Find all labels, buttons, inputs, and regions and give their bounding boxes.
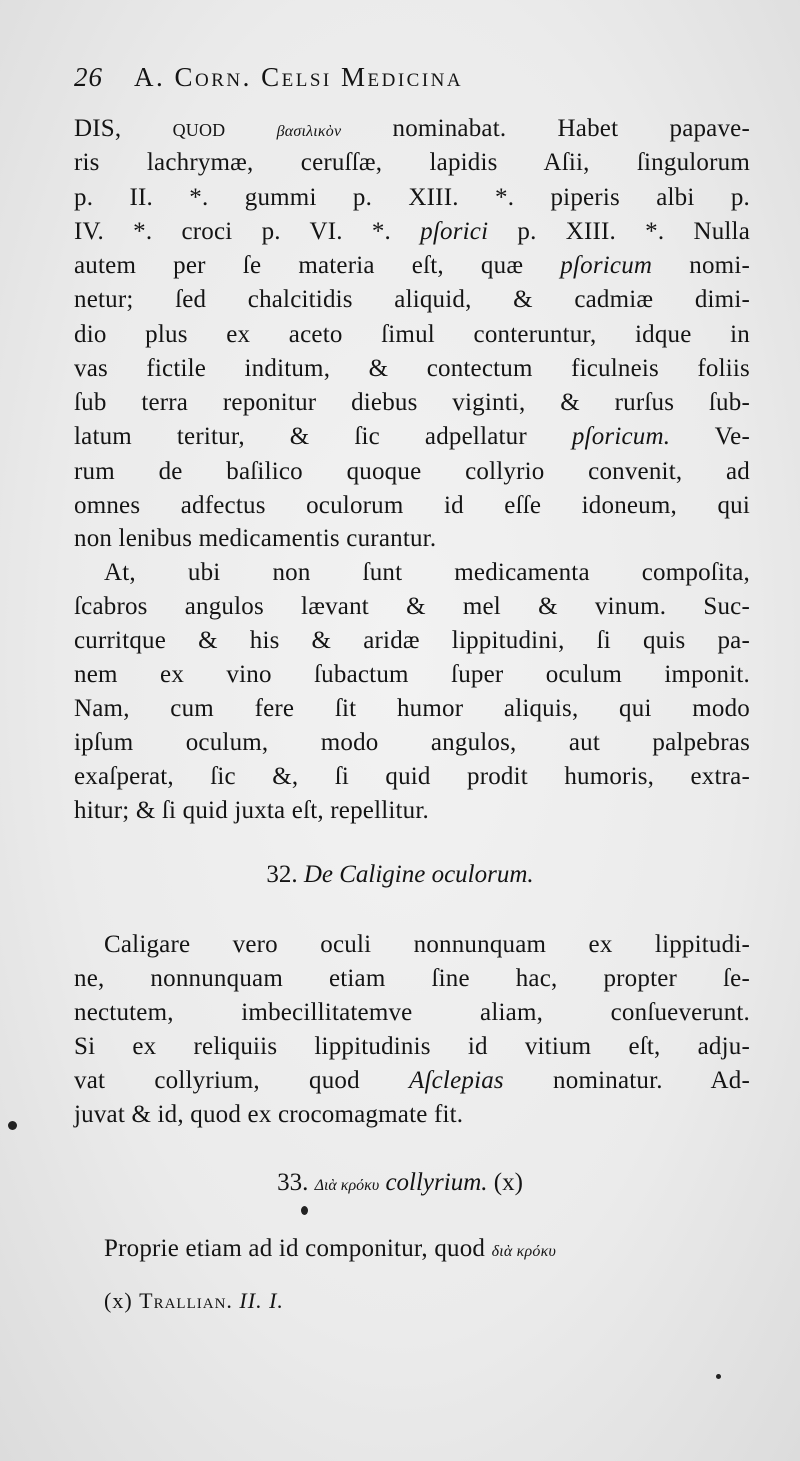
- footnote-author: Trallian.: [139, 1288, 233, 1313]
- text-line: ipſum oculum, modo angulos, aut palpebras: [74, 729, 750, 756]
- section-heading-32: [0, 858, 800, 892]
- text-line: ne, nonnunquam etiam ſine hac, propter ſe-: [74, 965, 750, 992]
- text-line: latum teritur, & ſic adpellatur pſoricum. Ve-: [74, 423, 750, 450]
- text-line: rum de baſilico quoque collyrio convenit, ad: [74, 458, 750, 485]
- text-line: p. II. *. gummi p. XIII. *. piperis albi p.: [74, 184, 750, 211]
- text-line: IV. *. croci p. VI. *. pſorici p. XIII. *. Nulla: [74, 218, 750, 245]
- text-line: vat collyrium, quod Aſclepias nominatur. Ad-: [74, 1067, 750, 1094]
- text-line: curritque & his & aridæ lippitudini, ſi quis pa-: [74, 627, 750, 654]
- text-line: ris lachrymæ, ceruſſæ, lapidis Aſii, ſingulorum: [74, 149, 750, 176]
- text-line: juvat & id, quod ex crocomagmate fit.: [74, 1101, 464, 1128]
- page-number: 26: [74, 62, 103, 92]
- text-line: nectutem, imbecillitatemve aliam, conſueverunt.: [74, 999, 750, 1026]
- text-line: nem ex vino ſubactum ſuper oculum imponit.: [74, 661, 750, 688]
- running-header: [74, 60, 644, 94]
- text-line: non lenibus medicamentis curantur.: [74, 525, 437, 552]
- text-line: omnes adfectus oculorum id eſſe idoneum, qui: [74, 492, 750, 519]
- text-line: exaſperat, ſic &, ſi quid prodit humoris, extra-: [74, 763, 750, 790]
- running-title: A. Corn. Celsi Medicina: [134, 62, 464, 92]
- text-line: At, ubi non ſunt medicamenta compoſita,: [104, 559, 750, 586]
- text-line: ſub terra reponitur diebus viginti, & rurſus ſub-: [74, 389, 750, 416]
- text-line: autem per ſe materia eſt, quæ pſoricum nomi-: [74, 252, 750, 279]
- footnote-reference-text: II. I.: [239, 1288, 284, 1313]
- section-greek-title: Διὰ κρόκυ: [314, 1177, 380, 1194]
- text-line: vas fictile inditum, & contectum ficulneis foliis: [74, 355, 750, 382]
- text-line: Si ex reliquiis lippitudinis id vitium eſt, adju-: [74, 1033, 750, 1060]
- section-title: collyrium.: [385, 1169, 488, 1196]
- footnote: [104, 1286, 284, 1316]
- section-title: De Caligine oculorum.: [303, 861, 534, 888]
- text-line: ſcabros angulos lævant & mel & vinum. Suc-: [74, 593, 750, 620]
- footnote-reference: (x): [493, 1169, 523, 1196]
- text-line: Caligare vero oculi nonnunquam ex lippitudi-: [104, 931, 750, 958]
- text-line: dio plus ex aceto ſimul conteruntur, idque in: [74, 321, 750, 348]
- scan-speck: [8, 1121, 17, 1130]
- section-number: 33.: [277, 1169, 309, 1196]
- footnote-marker: (x): [104, 1288, 133, 1313]
- section-heading-33: [0, 1166, 800, 1203]
- scan-speck: [716, 1374, 721, 1379]
- section-number: 32.: [266, 861, 298, 888]
- text-line: DIS, quod βασιλικὸν nominabat. Habet papave-: [74, 115, 751, 142]
- text-line: netur; ſed chalcitidis aliquid, & cadmiæ dimi-: [74, 286, 750, 313]
- text-line: Proprie etiam ad id componitur, quod διὰ κρόκυ: [104, 1235, 557, 1262]
- text-line: Nam, cum fere ſit humor aliquis, qui modo: [74, 695, 750, 722]
- text-line: hitur; & ſi quid juxta eſt, repellitur.: [74, 797, 429, 824]
- scan-speck: [301, 1206, 308, 1215]
